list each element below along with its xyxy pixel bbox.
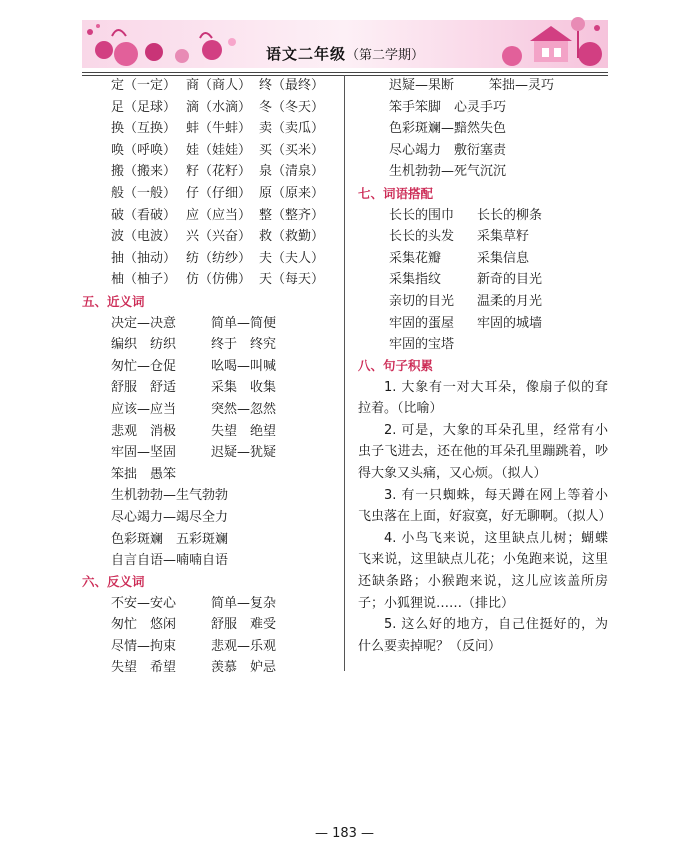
antonym-row [389,75,554,97]
character-word-row-cell: 应（应当） [186,207,252,223]
collocation-section [358,183,433,205]
collocation-row [389,226,542,248]
antonym-row-cell: 失望 希望 [111,660,177,676]
character-word-row-cell: 终（最终） [259,78,325,93]
collocation-row-cell: 采集草籽 [477,229,530,245]
character-word-row-cell: 兴（兴奋） [186,229,252,245]
antonym-row-cell: 悲观—乐观 [211,638,277,654]
character-word-row [111,97,339,119]
synonym-row-cell: 牢固—坚固 [111,445,177,461]
character-word-row-cell: 柚（柚子） [111,272,177,288]
synonyms-list [111,313,276,572]
character-word-row-cell: 原（原来） [259,185,325,201]
antonym-row [111,657,276,679]
synonym-row-cell: 迟疑—犹疑 [211,445,277,461]
synonym-row [111,377,276,399]
character-word-row-cell: 娃（娃娃） [186,142,252,158]
antonym-row [111,593,276,615]
synonym-row [111,464,276,486]
synonym-row-cell: 笨拙 愚笨 [111,466,177,482]
character-word-row [111,269,339,291]
character-word-row-cell: 搬（搬来） [111,164,177,180]
antonym-row [111,614,276,636]
antonyms-heading: 六、反义词 [82,574,145,589]
sentence-item: 1. 大象有一对大耳朵，像扇子似的耷拉着。（比喻） [358,379,608,417]
character-word-list [111,75,339,291]
sentence-heading: 八、句子积累 [358,358,434,373]
collocation-row-cell: 采集花瓣 [389,250,442,266]
antonym-row-cell: 生机勃勃—死气沉沉 [389,164,507,180]
character-word-row-cell: 仿（仿佛） [186,272,252,288]
character-word-row-cell: 纺（纺纱） [186,250,252,266]
collocation-row-cell: 新奇的目光 [477,272,543,288]
antonym-row-cell: 笨手笨脚 心灵手巧 [389,99,507,115]
character-word-row-cell: 换（互换） [111,121,177,137]
character-word-row-cell: 泉（清泉） [259,164,325,180]
collocation-row-cell: 采集信息 [477,250,530,266]
page-header [82,14,608,74]
character-word-row-cell: 般（一般） [111,185,177,201]
antonym-row-cell: 羡慕 妒忌 [211,660,277,676]
character-word-row-cell: 抽（抽动） [111,250,177,266]
antonym-row [111,636,276,658]
antonym-row-cell: 尽心竭力 敷衍塞责 [389,142,507,158]
character-word-row-cell: 滴（水滴） [186,99,252,115]
collocation-row-cell: 温柔的月光 [477,293,543,309]
character-word-row-cell: 籽（花籽） [186,164,252,180]
antonym-row-cell: 匆忙 悠闲 [111,617,177,633]
collocation-row [389,205,542,227]
synonym-row-cell: 失望 绝望 [211,423,277,439]
synonym-row: 自言自语—喃喃自语 [111,553,229,569]
synonym-row-cell: 决定—决意 [111,315,177,331]
page-subtitle: （第二学期） [346,48,425,63]
synonyms-section [82,291,145,313]
collocation-row-cell: 采集指纹 [389,272,442,288]
antonym-row-cell: 迟疑—果断 [389,78,455,93]
antonym-row-cell: 尽情—拘束 [111,638,177,654]
character-word-row [111,118,339,140]
antonym-row-cell: 色彩斑斓—黯然失色 [389,121,507,137]
synonym-row-cell: 编织 纺织 [111,337,177,353]
character-word-row-cell: 仔（仔细） [186,185,252,201]
collocation-row-cell: 牢固的宝塔 [389,337,455,353]
synonym-row-cell: 采集 收集 [211,380,277,396]
collocation-row-cell: 牢固的城墙 [477,315,543,331]
character-word-row [111,248,339,270]
character-word-row-cell: 夫（夫人） [259,250,325,266]
character-word-row-cell: 冬（冬天） [259,99,325,115]
character-word-row-cell: 天（每天） [259,272,325,288]
character-word-row-cell: 定（一定） [111,78,177,93]
synonym-row [111,399,276,421]
synonym-row: 生机勃勃—生气勃勃 [111,488,229,504]
page-number: — 183 — [314,826,375,841]
sentence-list [358,377,612,658]
antonym-row-cell: 笨拙—灵巧 [489,78,555,93]
synonym-row [111,356,276,378]
sentence-item: 3. 有一只蜘蛛，每天蹲在网上等着小飞虫落在上面，好寂寞，好无聊啊。（拟人） [358,487,612,525]
synonym-row: 尽心竭力—竭尽全力 [111,509,229,525]
synonym-row [111,313,276,335]
character-word-row [111,161,339,183]
synonym-row-cell: 突然—忽然 [211,401,277,417]
collocation-row [389,291,542,313]
synonym-row-cell: 吆喝—叫喊 [211,358,277,374]
collocation-row-cell: 长长的围巾 [389,207,455,223]
antonyms-continued-list [389,75,554,183]
synonym-row [111,442,276,464]
character-word-row [111,75,339,97]
synonym-row-cell: 简单—简便 [211,315,277,331]
sentence-item: 2. 可是，大象的耳朵孔里，经常有小虫子飞进去，还在他的耳朵孔里蹦跳着，吵得大象又头痛，又心烦。（拟人） [358,422,608,481]
sentence-item: 5. 这么好的地方，自己住挺好的，为什么要卖掉呢？（反问） [358,617,608,654]
synonym-row [111,334,276,356]
antonyms-list [111,593,276,679]
collocation-row-cell: 长长的头发 [389,229,455,245]
antonyms-section [82,571,145,593]
synonym-row-cell: 终于 终究 [211,337,277,353]
collocation-heading: 七、词语搭配 [358,186,434,201]
synonym-row [111,421,276,443]
antonym-row-cell: 不安—安心 [111,595,177,611]
antonym-row-cell: 简单—复杂 [211,595,277,611]
character-word-row-cell: 破（看破） [111,207,177,223]
character-word-row [111,140,339,162]
collocation-row-cell: 牢固的蛋屋 [389,315,455,331]
character-word-row [111,226,339,248]
antonym-row [389,161,554,183]
collocation-list [389,205,542,356]
antonym-row [389,97,554,119]
character-word-row-cell: 救（救勤） [259,229,325,245]
synonym-row-cell: 舒服 舒适 [111,380,177,396]
character-word-row [111,183,339,205]
antonym-row [389,118,554,140]
antonym-row-cell: 舒服 难受 [211,617,277,633]
character-word-row-cell: 整（整齐） [259,207,325,223]
collocation-row [389,313,542,335]
character-word-row-cell: 波（电波） [111,229,177,245]
collocation-row [389,269,542,291]
column-divider [344,75,345,671]
character-word-row-cell: 唤（呼唤） [111,142,177,158]
character-word-row-cell: 商（商人） [186,78,252,93]
synonym-row: 色彩斑斓 五彩斑斓 [111,531,229,547]
character-word-row-cell: 足（足球） [111,99,177,115]
collocation-row-cell: 长长的柳条 [477,207,543,223]
character-word-row-cell: 买（买米） [259,142,325,158]
character-word-row-cell: 卖（卖瓜） [259,121,325,137]
synonyms-heading: 五、近义词 [82,294,145,309]
sentence-item: 4. 小鸟飞来说，这里缺点儿树；蝴蝶飞来说，这里缺点儿花；小兔跑来说，这里还缺条路；小猴跑来说，这儿应该盖所房子；小狐狸说……（排比） [358,530,608,611]
collocation-row [389,334,542,356]
left-column [111,75,339,291]
character-word-row [111,205,339,227]
collocation-row [389,248,542,270]
character-word-row-cell: 蚌（牛蚌） [186,121,252,137]
synonym-row-cell: 匆忙—仓促 [111,358,177,374]
synonym-row-cell: 悲观 消极 [111,423,177,439]
page-title: 语文二年级（第二学期） [265,45,425,63]
antonym-row [389,140,554,162]
synonym-row-cell: 应该—应当 [111,401,177,417]
sentence-section [358,355,433,377]
collocation-row-cell: 亲切的目光 [389,293,455,309]
header-rule-top [82,72,608,73]
